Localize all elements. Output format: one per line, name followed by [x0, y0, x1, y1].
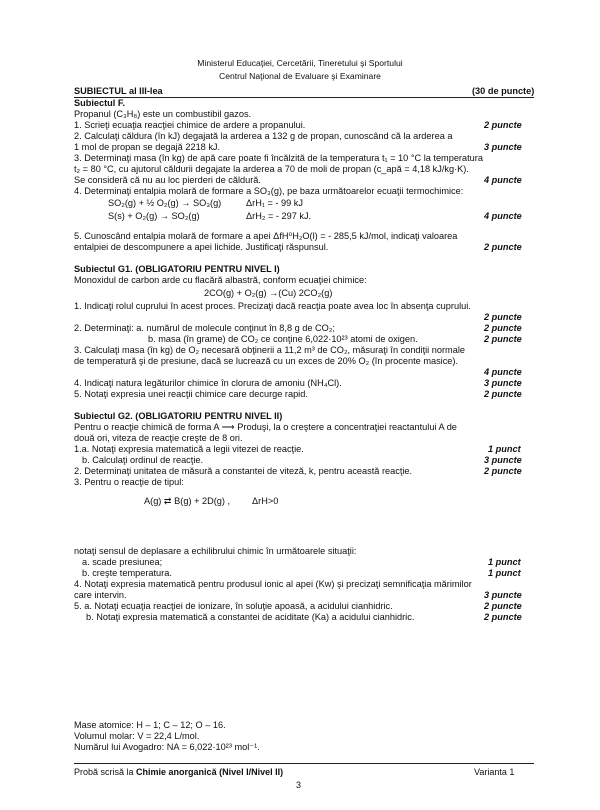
section-g1-intro: Monoxidul de carbon arde cu flacără albastră, conform ecuaţiei chimice:	[74, 275, 367, 285]
f-question-4-points: 4 puncte	[484, 211, 522, 221]
g1-question-3-points: 4 puncte	[484, 367, 522, 377]
g2-question-3b-points: 1 punct	[488, 568, 521, 578]
f-question-5-line-2: entalpiei de descompunere a apei lichide. Justificaţi răspunsul.	[74, 242, 329, 252]
section-g2-heading: Subiectul G2. (OBLIGATORIU PENTRU NIVEL II)	[74, 411, 283, 421]
g2-question-3a: a. scade presiunea;	[82, 557, 163, 567]
f-equation-1: SO₂(g) + ½ O₂(g) → SO₃(g)	[108, 198, 222, 208]
g2-question-5b-points: 2 puncte	[484, 612, 522, 622]
ministry-header: Ministerul Educaţiei, Cercetării, Tineretului şi Sportului	[197, 58, 403, 68]
footer-exam-prefix: Probă scrisă la	[74, 767, 134, 777]
g2-question-2: 2. Determinaţi unitatea de măsură a constantei de viteză, k, pentru această reacţie.	[74, 466, 413, 476]
center-header: Centrul Naţional de Evaluare şi Examinare	[219, 71, 381, 81]
subject-title: SUBIECTUL al III-lea	[74, 86, 163, 96]
footer-exam	[74, 767, 283, 777]
g1-question-3-line-1: 3. Calculaţi masa (în kg) de O₂ necesară obţinerii a 11,2 m³ de CO₂, măsuraţi în condiţii normale	[74, 345, 465, 355]
g2-question-3a-points: 1 punct	[488, 557, 521, 567]
g1-question-4: 4. Indicaţi natura legăturilor chimice în clorura de amoniu (NH₄Cl).	[74, 378, 342, 388]
footer-exam-subject: Chimie anorganică (Nivel I/Nivel II)	[136, 767, 284, 777]
g1-question-2b: b. masa (în grame) de CO₂ ce conţine 6,022·10²³ atomi de oxigen.	[148, 334, 418, 344]
g2-question-1a: 1.a. Notaţi expresia matematică a legii vitezei de reacţie.	[74, 444, 304, 454]
g1-question-4-points: 3 puncte	[484, 378, 522, 388]
footer-variant: Varianta 1	[474, 767, 515, 777]
section-f-heading: Subiectul F.	[74, 98, 126, 108]
molar-volume: Volumul molar: V = 22,4 L/mol.	[74, 731, 200, 741]
f-question-3-points: 4 puncte	[484, 175, 522, 185]
section-g2-intro-line-2: două ori, viteza de reacţie creşte de 8 ori.	[74, 433, 243, 443]
g2-question-4-line-2: care intervin.	[74, 590, 127, 600]
f-question-4: 4. Determinaţi entalpia molară de formare a SO₃(g), pe baza următoarelor ecuaţii termochimice:	[74, 186, 464, 196]
g2-question-1a-points: 1 punct	[488, 444, 521, 454]
f-equation-2-enthalpy: ΔrH₂ = - 297 kJ.	[246, 211, 312, 221]
g1-question-3-line-2: de temperatură şi de presiune, dacă se lucrează cu un exces de 20% O₂ (în procente masice).	[74, 356, 459, 366]
g2-question-1b: b. Calculaţi ordinul de reacţie.	[82, 455, 204, 465]
g2-question-5b: b. Notaţi expresia matematică a constantei de aciditate (Ka) a acidului cianhidric.	[86, 612, 415, 622]
f-equation-1-enthalpy: ΔrH₁ = - 99 kJ	[246, 198, 303, 208]
f-question-3-line-3: Se consideră că nu au loc pierderi de căldură.	[74, 175, 261, 185]
g1-equation: 2CO(g) + O₂(g) →(Cu) 2CO₂(g)	[204, 288, 333, 298]
f-question-3-line-2: t₂ = 80 °C, cu ajutorul căldurii degajate la arderea a 70 de moli de propan (c_apă = 4,18 kJ/kg·K).	[74, 164, 469, 174]
f-question-2-points: 3 puncte	[484, 142, 522, 152]
page-number: 3	[296, 780, 302, 790]
g1-question-1: 1. Indicaţi rolul cuprului în acest proces. Precizaţi dacă reacţia poate avea loc în absenţa cuprului.	[74, 301, 471, 311]
g1-question-2a: 2. Determinaţi: a. numărul de molecule conţinut în 8,8 g de CO₂;	[74, 323, 335, 333]
g2-question-3: 3. Pentru o reacţie de tipul:	[74, 477, 184, 487]
f-question-3-line-1: 3. Determinaţi masa (în kg) de apă care poate fi încălzită de la temperatura t₁ = 10 °C la temperatura	[74, 153, 483, 163]
subject-points: (30 de puncte)	[472, 86, 535, 96]
section-g2-intro-line-1: Pentru o reacţie chimică de forma A ⟶ Produşi, la o creştere a concentraţiei reactantului A de	[74, 422, 457, 432]
g2-question-1b-points: 3 puncte	[484, 455, 522, 465]
f-question-5-points: 2 puncte	[484, 242, 522, 252]
section-f-intro: Propanul (C₃H₈) este un combustibil gazos.	[74, 109, 252, 119]
footer-rule	[74, 763, 534, 764]
g2-equilibrium-enthalpy: ΔrH>0	[252, 496, 279, 506]
g2-question-4-points: 3 puncte	[484, 590, 522, 600]
g1-question-2a-points: 2 puncte	[484, 323, 522, 333]
g2-question-3b: b. creşte temperatura.	[82, 568, 172, 578]
f-question-1-points: 2 puncte	[484, 120, 522, 130]
g1-question-5-points: 2 puncte	[484, 389, 522, 399]
g2-question-4-line-1: 4. Notaţi expresia matematică pentru produsul ionic al apei (Kw) şi precizaţi semnificaţia mărimilor	[74, 579, 472, 589]
g1-question-5: 5. Notaţi expresia unei reacţii chimice care decurge rapid.	[74, 389, 308, 399]
avogadro-number: Numărul lui Avogadro: NA = 6,022·10²³ mol⁻¹.	[74, 742, 260, 752]
g2-equilibrium-equation: A(g) ⇄ B(g) + 2D(g) ,	[144, 496, 231, 506]
g2-question-3-prompt: notaţi sensul de deplasare a echilibrului chimic în următoarele situaţii:	[74, 546, 357, 556]
g2-question-2-points: 2 puncte	[484, 466, 522, 476]
g1-question-2b-points: 2 puncte	[484, 334, 522, 344]
title-underline	[74, 97, 534, 98]
f-question-2-line-2: 1 mol de propan se degajă 2218 kJ.	[74, 142, 221, 152]
g2-question-5a: 5. a. Notaţi ecuaţia reacţiei de ionizare, în soluţie apoasă, a acidului cianhidric.	[74, 601, 393, 611]
g1-question-1-points: 2 puncte	[484, 312, 522, 322]
g2-question-5a-points: 2 puncte	[484, 601, 522, 611]
f-question-2-line-1: 2. Calculaţi căldura (în kJ) degajată la arderea a 132 g de propan, cunoscând că la arderea a	[74, 131, 453, 141]
f-question-5-line-1: 5. Cunoscând entalpia molară de formare a apei ΔfH⁰H₂O(l) = - 285,5 kJ/mol, indicaţi valoarea	[74, 231, 458, 241]
f-question-1: 1. Scrieţi ecuaţia reacţiei chimice de ardere a propanului.	[74, 120, 306, 130]
section-g1-heading: Subiectul G1. (OBLIGATORIU PENTRU NIVEL I)	[74, 264, 280, 274]
atomic-masses: Mase atomice: H – 1; C – 12; O – 16.	[74, 720, 226, 730]
f-equation-2: S(s) + O₂(g) → SO₂(g)	[108, 211, 200, 221]
